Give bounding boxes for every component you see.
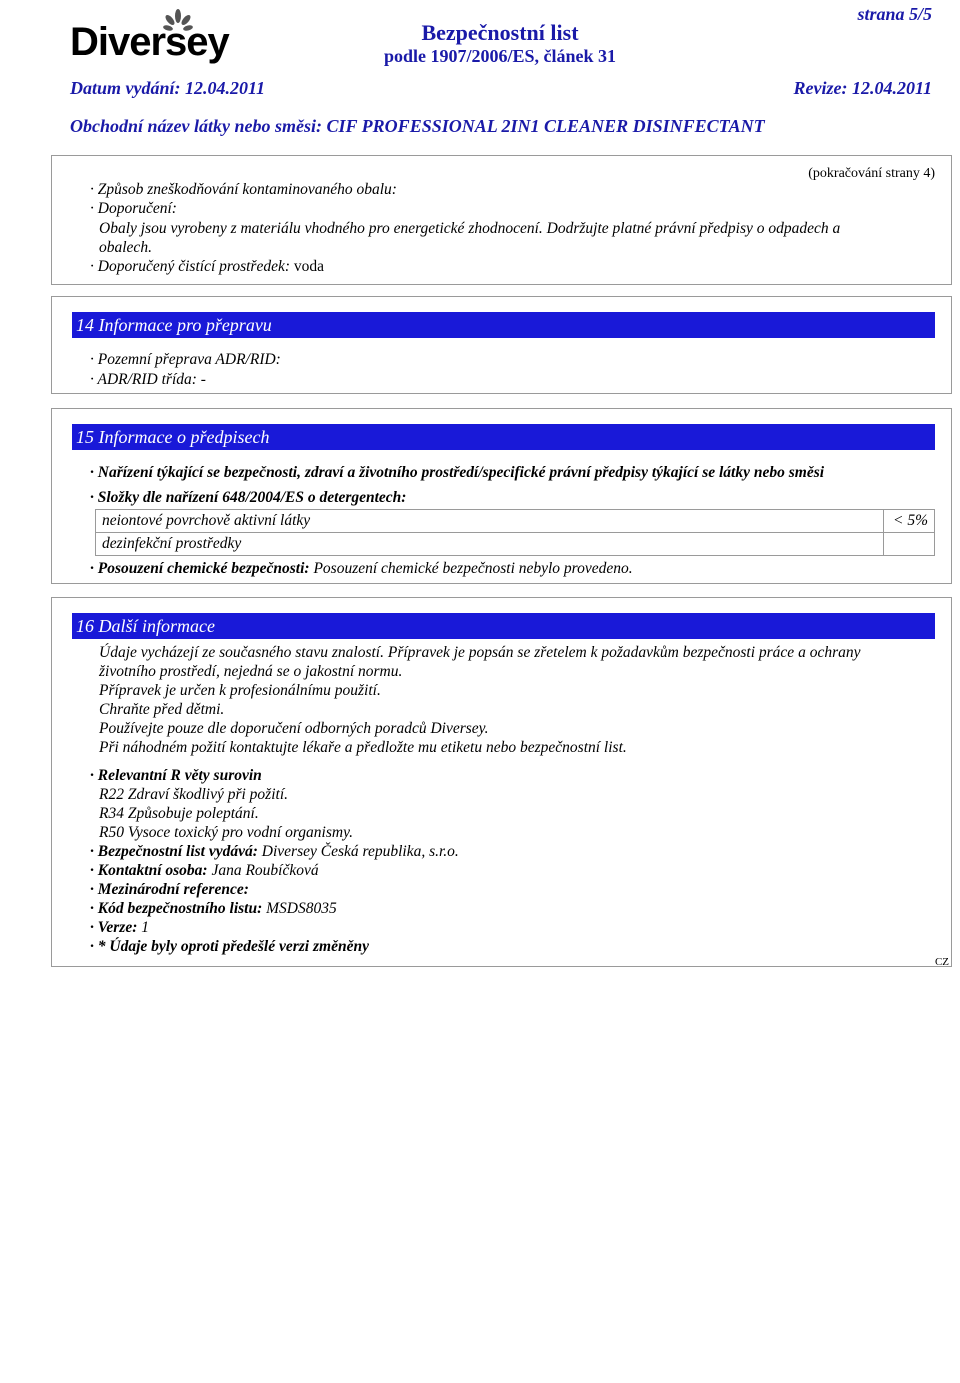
regulations-line: · Nařízení týkající se bezpečnosti, zdraví a životního prostředí/specifické právní předpisy týkající se látky nebo směsi	[90, 464, 825, 481]
info-paragraph-5: Používejte pouze dle doporučení odborných poradců Diversey.	[99, 720, 489, 737]
table-cell-value	[884, 533, 935, 556]
section-16-title: 16 Další informace	[72, 613, 935, 639]
detergent-table	[95, 509, 935, 556]
issuer-label: · Bezpečnostní list vydává:	[90, 843, 258, 860]
version-value: 1	[137, 919, 149, 936]
sheet-code-label: · Kód bezpečnostního listu:	[90, 900, 263, 917]
adr-class: · ADR/RID třída: -	[90, 371, 206, 388]
country-code: CZ	[934, 956, 949, 968]
cleaning-agent-label: · Doporučený čistící prostředek:	[90, 258, 291, 275]
contact-person	[90, 861, 319, 880]
table-cell-name: neiontové povrchově aktivní látky	[96, 510, 884, 533]
safety-assessment	[90, 559, 633, 578]
cleaning-agent-value: voda	[290, 258, 325, 275]
r-phrase-34: R34 Způsobuje poleptání.	[99, 805, 259, 822]
document-subtitle: podle 1907/2006/ES, článek 31	[383, 46, 617, 66]
contact-label: · Kontaktní osoba:	[90, 862, 208, 879]
table-cell-value: < 5%	[884, 510, 935, 533]
issuer	[90, 842, 459, 861]
section-14-title: 14 Informace pro přepravu	[72, 312, 935, 338]
issuer-value: Diversey Česká republika, s.r.o.	[257, 843, 459, 860]
continuation-note: (pokračování strany 4)	[808, 166, 935, 181]
version-label: · Verze:	[90, 919, 138, 936]
trade-name: Obchodní název látky nebo směsi: CIF PROFESSIONAL 2IN1 CLEANER DISINFECTANT	[70, 116, 765, 136]
section-13-box	[51, 155, 952, 285]
logo-wordmark: Diversey	[70, 20, 229, 64]
r-phrase-22: R22 Zdraví škodlivý při požití.	[99, 786, 289, 803]
changes-note: · * Údaje byly oproti předešlé verzi změněny	[90, 938, 369, 955]
land-transport: · Pozemní přeprava ADR/RID:	[90, 351, 281, 368]
cleaning-agent	[90, 257, 324, 276]
page-number: strana 5/5	[857, 4, 932, 24]
r-phrases-label: · Relevantní R věty surovin	[90, 767, 262, 784]
document-title: Bezpečnostní list	[421, 20, 579, 45]
table-row	[96, 510, 935, 533]
safety-assessment-value: Posouzení chemické bezpečnosti nebylo provedeno.	[309, 560, 633, 577]
info-paragraph-6: Při náhodném požití kontaktujte lékaře a předložte mu etiketu nebo bezpečnostní list.	[99, 739, 627, 756]
info-paragraph-3: Přípravek je určen k profesionálnímu použití.	[99, 682, 381, 699]
table-row	[96, 533, 935, 556]
table-cell-name: dezinfekční prostředky	[96, 533, 884, 556]
packaging-text-cont: obalech.	[99, 239, 152, 256]
section-15-box	[51, 408, 952, 584]
packaging-text: Obaly jsou vyrobeny z materiálu vhodného pro energetické zhodnocení. Dodržujte platné právní předpisy o odpadech a	[99, 220, 841, 237]
revision-date: Revize: 12.04.2011	[793, 78, 932, 98]
info-paragraph-4: Chraňte před dětmi.	[99, 701, 225, 718]
sheet-code-value: MSDS8035	[262, 900, 337, 917]
disposal-label: · Způsob zneškodňování kontaminovaného obalu:	[90, 181, 397, 198]
info-paragraph-1: Údaje vycházejí ze současného stavu znalostí. Přípravek je popsán se zřetelem k požadavkům bezpečnosti práce a ochrany	[99, 644, 861, 661]
sheet-code	[90, 899, 337, 918]
r-phrase-50: R50 Vysoce toxický pro vodní organismy.	[99, 824, 353, 841]
contact-value: Jana Roubíčková	[207, 862, 319, 879]
international-reference: · Mezinárodní reference:	[90, 881, 249, 898]
version	[90, 918, 149, 937]
section-14-box	[51, 296, 952, 394]
info-paragraph-2: životního prostředí, nejedná se o jakostní normu.	[99, 663, 403, 680]
issue-date: Datum vydání: 12.04.2011	[70, 78, 266, 98]
section-15-title: 15 Informace o předpisech	[72, 424, 935, 450]
detergent-table-header: · Složky dle nařízení 648/2004/ES o detergentech:	[90, 489, 407, 506]
safety-assessment-label: · Posouzení chemické bezpečnosti:	[90, 560, 310, 577]
recommendation-label: · Doporučení:	[90, 200, 177, 217]
section-16-box	[51, 597, 952, 967]
